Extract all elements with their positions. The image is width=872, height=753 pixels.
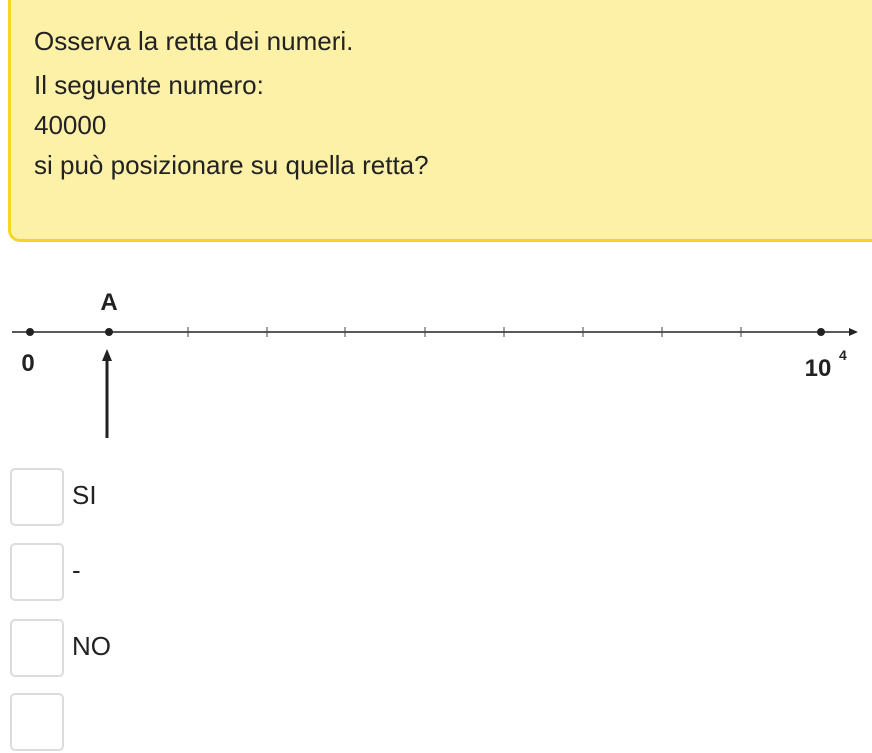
checkbox-dash[interactable]: [10, 543, 64, 601]
end-point-dot: [817, 328, 825, 336]
axis-arrowhead-icon: [849, 328, 858, 336]
number-line-figure: [0, 270, 872, 445]
end-label-exponent: 4: [839, 347, 847, 363]
checkbox-fourth[interactable]: [10, 693, 64, 751]
end-label-base: 10: [804, 355, 832, 382]
question-instruction: Osserva la retta dei numeri.: [34, 26, 354, 56]
option-dash-label: -: [72, 555, 81, 585]
up-arrow-icon: [102, 349, 112, 361]
point-a-label: A: [100, 289, 118, 316]
checkbox-no[interactable]: [10, 619, 64, 677]
point-a-dot: [105, 328, 113, 336]
question-number: 40000: [34, 110, 107, 140]
start-label: 0: [21, 350, 35, 377]
question-ask: si può posizionare su quella retta?: [34, 150, 429, 180]
start-point-dot: [26, 328, 34, 336]
question-prompt: Il seguente numero:: [34, 70, 264, 100]
checkbox-si[interactable]: [10, 468, 64, 526]
option-si-label: SI: [72, 480, 97, 510]
option-no-label: NO: [72, 631, 111, 661]
